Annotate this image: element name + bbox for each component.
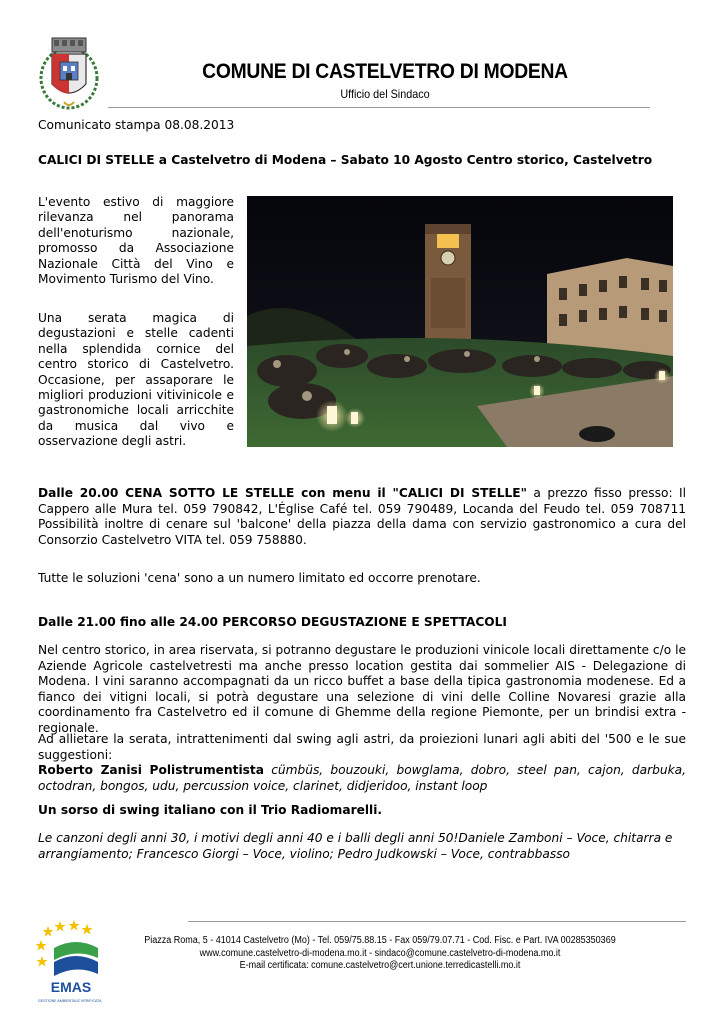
page-title: COMUNE DI CASTELVETRO DI MODENA: [202, 60, 568, 83]
footer-certified-email: E-mail certificata: comune.castelvetro@cert.unione.terredicastelli.mo.it: [239, 960, 521, 971]
emas-logo-icon: [36, 918, 106, 1014]
dinner-paragraph: [38, 486, 686, 548]
tasting-body: Nel centro storico, in area riservata, si potranno degustare le produzioni vinicole locali direttamente c/o le Aziende Agricole castelvetresti ma anche presso location gestita dai sommelier AIS - Delegazione di Modena. I vini saranno accompagnati da un ricco buffet a base della tipica gastronomia modenese. Ed a fianco dei vitigni locali, si potrà degustare una selezione di vini delle Colline Novaresi grazie alla coordinamento fra Castelvetro ed il comune di Ghemme della regione Piemonte, per un brindisi extra - regionale.: [38, 643, 686, 735]
intro-paragraph-1: L'evento estivo di maggiore rilevanza nel panorama dell'enoturismo nazionale, promosso da Associazione Nazionale Città del Vino e Movimento Turismo del Vino.: [38, 195, 234, 287]
swing-heading: Un sorso di swing italiano con il Trio Radiomarelli.: [38, 803, 383, 817]
entertainment-paragraph: [38, 732, 686, 794]
footer-web-contacts: www.comune.castelvetro-di-modena.mo.it - sindaco@comune.castelvetro-di-modena.mo.it: [199, 947, 561, 959]
footer-address: Piazza Roma, 5 - 41014 Castelvetro (Mo) - Tel. 059/75.88.15 - Fax 059/79.07.71 - Cod. Fisc. e Part. IVA 00285350369: [144, 935, 616, 946]
swing-body: Le canzoni degli anni 30, i motivi degli anni 40 e i balli degli anni 50!Daniele Zamboni – Voce, chitarra e arrangiamento; Francesco Giorgi – Voce, violino; Pedro Judkowski – Voce, contrabbasso: [38, 831, 673, 861]
performer-name: Roberto Zanisi Polistrumentista: [38, 763, 264, 778]
footer: [110, 935, 650, 973]
press-release-date: Comunicato stampa 08.08.2013: [38, 118, 235, 132]
performer-instruments: cümbüs, bouzouki, bowglama, dobro, steel pan, cajon, darbuka, octodran, bongos, udu, percussion voice, clarinet, didjeridoo, instant loop: [38, 763, 686, 793]
header-divider: [108, 107, 650, 108]
headline: CALICI DI STELLE a Castelvetro di Modena – Sabato 10 Agosto Centro storico, Castelvetro: [38, 153, 653, 167]
intro-paragraph-2: Una serata magica di degustazioni e stelle cadenti nella splendida cornice del centro storico di Castelvetro. Occasione, per assaporare le migliori produzioni vitivinicole e gastronomiche locali arricchite da musica dal vivo e osservazione degli astri.: [38, 311, 234, 449]
dinner-details: a prezzo fisso presso: Il Cappero alle Mura tel. 059 790842, L'Église Café tel. 059 790489, Locanda del Feudo tel. 059 708711 Possibilità inoltre di cenare sul 'balcone' della piazza della dama con servizio gastronomico a cura del Consorzio Castelvetro VITA tel. 059 758880.: [38, 486, 686, 547]
footer-divider: [188, 921, 686, 922]
reservation-note: Tutte le soluzioni 'cena' sono a un numero limitato ed occorre prenotare.: [38, 571, 481, 585]
emas-subtext: GESTIONE AMBIENTALE VERIFICATA: [38, 999, 102, 1003]
office-subtitle: Ufficio del Sindaco: [340, 87, 430, 101]
dinner-lead: Dalle 20.00 CENA SOTTO LE STELLE con menu il "CALICI DI STELLE": [38, 486, 527, 500]
emas-wordmark: EMAS: [50, 979, 92, 995]
tasting-heading: Dalle 21.00 fino alle 24.00 PERCORSO DEGUSTAZIONE E SPETTACOLI: [38, 615, 507, 629]
event-photo: [247, 196, 673, 447]
municipal-crest-icon: [38, 36, 100, 110]
entertainment-intro: Ad allietare la serata, intrattenimenti dal swing agli astri, da proiezioni lunari agli abiti del '500 e le sue suggestioni:: [38, 732, 686, 762]
